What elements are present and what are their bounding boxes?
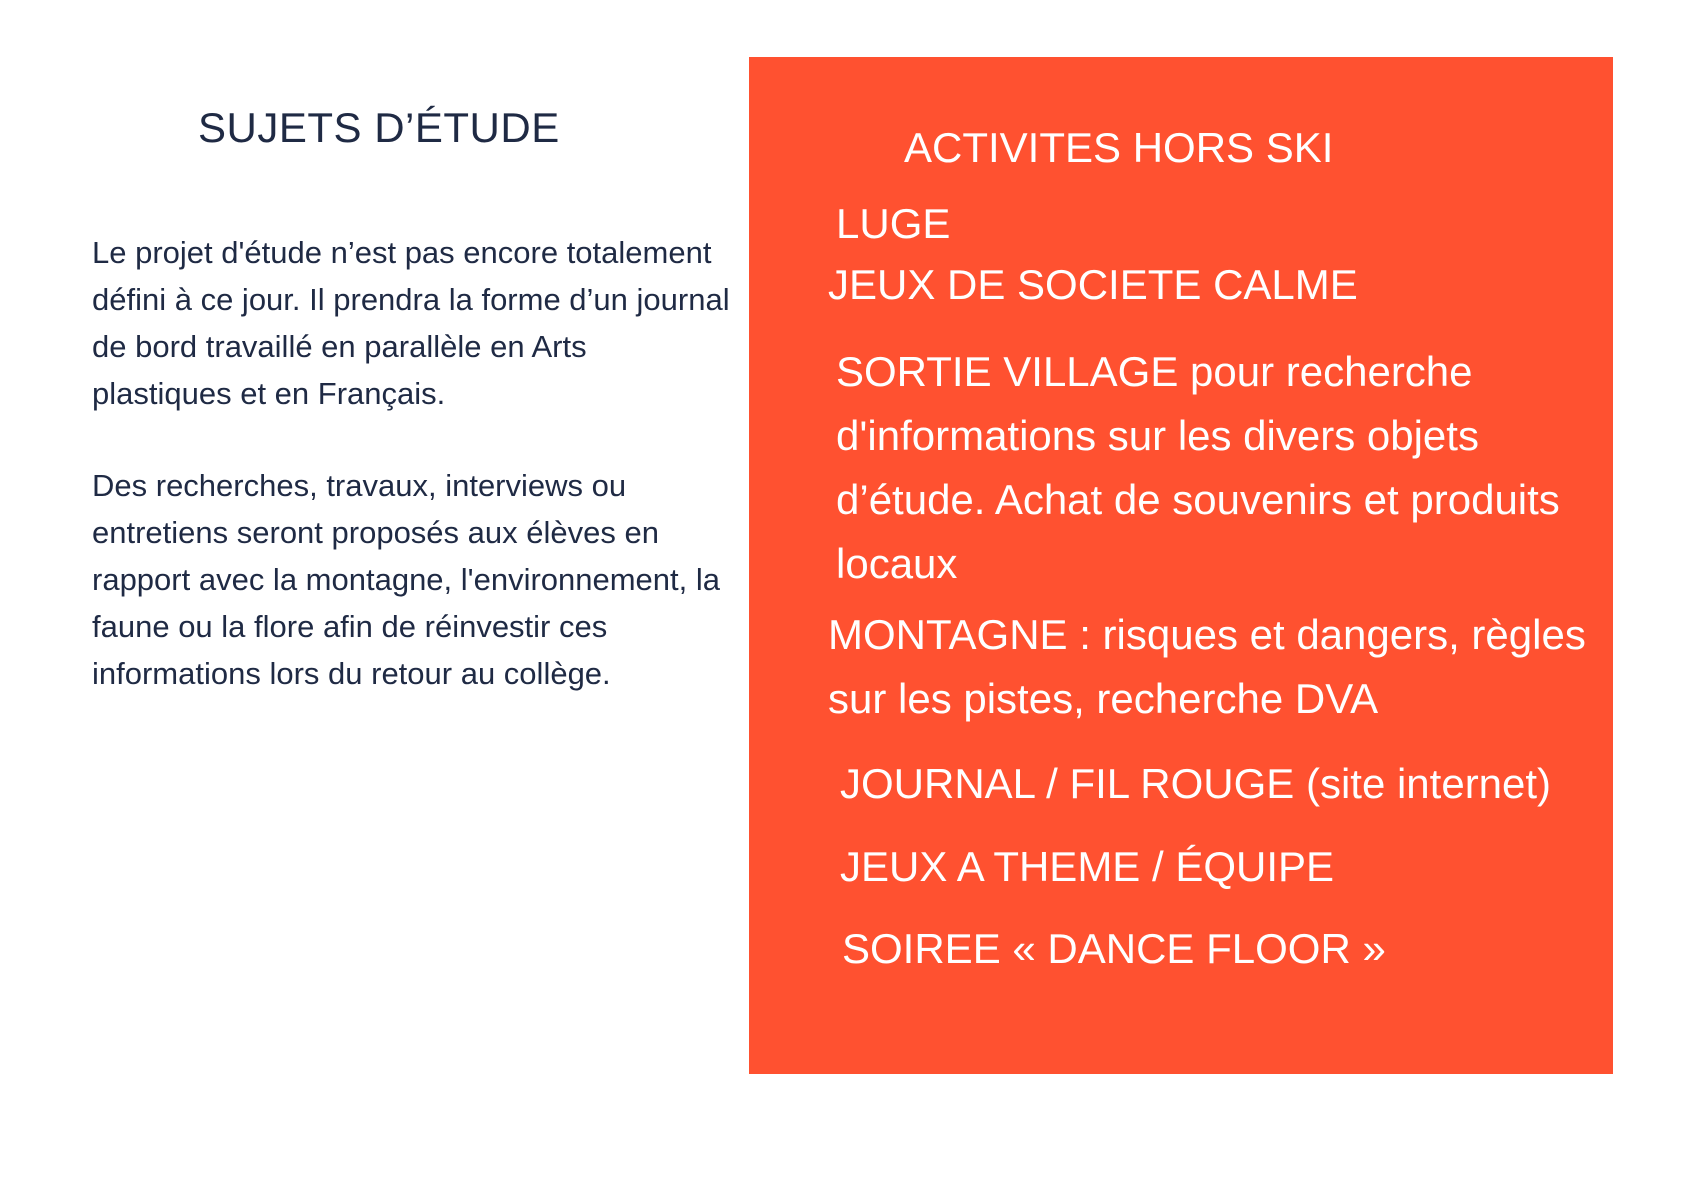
activities-title: ACTIVITES HORS SKI [904,124,1334,171]
sujets-title: SUJETS D’ÉTUDE [198,104,560,151]
activity-item-jeux-societe: JEUX DE SOCIETE CALME [828,261,1358,308]
activity-item-montagne: MONTAGNE : risques et dangers, règles sur les pistes, recherche DVA [828,611,1586,722]
activity-item-soiree: SOIREE « DANCE FLOOR » [842,925,1386,972]
activity-item-sortie-village: SORTIE VILLAGE pour recherche d'informations sur les divers objets d’étude. Achat de souvenirs et produits locaux [836,348,1560,587]
activity-item-jeux-theme: JEUX A THEME / ÉQUIPE [840,843,1335,890]
sujets-paragraph-1: Le projet d'étude n’est pas encore totalement défini à ce jour. Il prendra la forme d’un journal de bord travaillé en parallèle en Arts plastiques et en Français. [92,235,730,411]
sujets-paragraph-2: Des recherches, travaux, interviews ou entretiens seront proposés aux élèves en rapport avec la montagne, l'environnement, la faune ou la flore afin de réinvestir ces informations lors du retour au collège. [92,468,721,691]
activity-item-luge: LUGE [836,200,951,247]
activity-item-journal: JOURNAL / FIL ROUGE (site internet) [840,760,1552,807]
